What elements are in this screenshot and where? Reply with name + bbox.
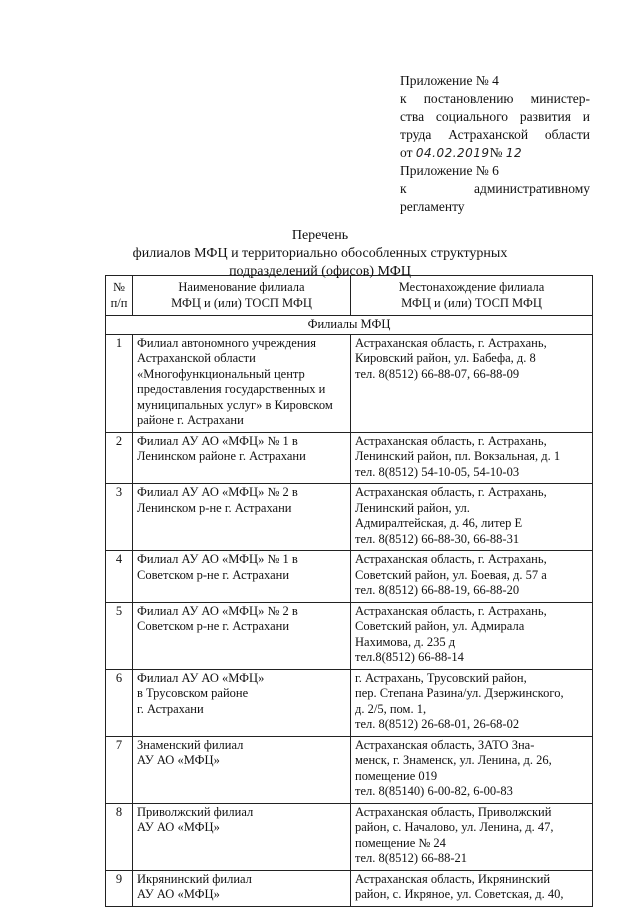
branch-name-line: г. Астрахани	[137, 701, 204, 716]
branch-name-cell	[133, 334, 351, 432]
table-row	[106, 334, 593, 432]
table-row	[106, 602, 593, 669]
branch-name-line: районе г. Астрахани	[137, 413, 244, 427]
branch-address-line: район, с. Икряное, ул. Советская, д. 40,	[355, 887, 564, 901]
row-number: 6	[106, 669, 133, 736]
appendix-line: труда Астраханской области	[400, 127, 590, 142]
branch-address-line: Ленинский район, пл. Вокзальная, д. 1	[355, 449, 561, 463]
branch-address-line: Астраханская область, г. Астрахань,	[355, 603, 547, 618]
handwritten-date: 04.02.2019	[415, 146, 490, 160]
branch-address-cell	[351, 736, 593, 803]
appendix-line: регламенту	[400, 199, 465, 214]
header-text: п/п	[110, 295, 128, 310]
branch-address-line: помещение № 24	[355, 835, 446, 850]
header-text: Местонахождение филиала	[398, 280, 545, 294]
branch-name-cell	[133, 669, 351, 736]
appendix-line: к постановлению министер-	[400, 91, 590, 106]
appendix-line	[400, 180, 590, 198]
branch-name-cell	[133, 803, 351, 870]
branch-address-line: Астраханская область, Приволжский	[355, 804, 552, 819]
document-title	[60, 227, 580, 281]
branch-address-line: тел. 8(8512) 66-88-21	[355, 851, 468, 865]
table-row	[106, 870, 593, 906]
branch-address-line: тел. 8(8512) 66-88-19, 66-88-20	[355, 583, 520, 597]
branch-name-line: Астраханской области	[137, 351, 256, 365]
row-number: 3	[106, 484, 133, 551]
title-line: Перечень	[291, 228, 349, 243]
appendix-line: ства социального развития и	[400, 109, 590, 124]
branch-address-line: Астраханская область, г. Астрахань,	[355, 335, 547, 350]
branch-address-cell	[351, 870, 593, 906]
branch-name-line: Советском р-не г. Астрахани	[137, 567, 290, 582]
branch-name-line: Приволжский филиал	[137, 804, 254, 819]
header-num	[106, 276, 133, 316]
branch-address-cell	[351, 551, 593, 603]
appendix-block	[400, 72, 590, 216]
handwritten-number: 12	[505, 146, 523, 160]
row-number: 9	[106, 870, 133, 906]
branch-name-cell	[133, 870, 351, 906]
branch-address-line: г. Астрахань, Трусовский район,	[355, 670, 527, 685]
table-row	[106, 484, 593, 551]
branch-name-line: АУ АО «МФЦ»	[137, 887, 220, 901]
header-text: №	[113, 280, 125, 294]
branch-name-line: Филиал АУ АО «МФЦ» № 1 в	[137, 552, 298, 566]
title-line: филиалов МФЦ и территориально обособленных структурных	[132, 246, 508, 261]
branch-name-line: Икрянинский филиал	[137, 871, 252, 886]
branch-name-line: Филиал АУ АО «МФЦ»	[137, 670, 265, 685]
branch-address-cell	[351, 602, 593, 669]
branch-address-cell	[351, 803, 593, 870]
appendix-word: административному	[473, 181, 590, 196]
number-label: №	[489, 145, 503, 160]
branch-address-cell	[351, 432, 593, 484]
branch-name-line: АУ АО «МФЦ»	[137, 820, 220, 834]
branch-name-cell	[133, 602, 351, 669]
section-title: Филиалы МФЦ	[106, 316, 593, 335]
branch-name-line: Ленинском районе г. Астрахани	[137, 449, 306, 463]
from-label: от	[400, 145, 413, 160]
branch-name-line: муниципальных услуг» в Кировском	[137, 397, 333, 412]
branch-name-cell	[133, 551, 351, 603]
branch-name-line: Ленинском р-не г. Астрахани	[137, 500, 292, 515]
branch-address-line: помещение 019	[355, 768, 438, 783]
branch-name-line: Филиал автономного учреждения	[137, 335, 316, 350]
branch-name-line: Советском р-не г. Астрахани	[137, 619, 290, 633]
branch-address-line: Кировский район, ул. Бабефа, д. 8	[355, 351, 536, 365]
branch-address-line: тел. 8(8512) 26-68-01, 26-68-02	[355, 717, 520, 731]
table-row	[106, 432, 593, 484]
branch-name-line: предоставления государственных и	[137, 382, 326, 396]
section-row	[106, 316, 593, 335]
branch-name-line: Филиал АУ АО «МФЦ» № 2 в	[137, 603, 298, 618]
branch-name-line: Филиал АУ АО «МФЦ» № 2 в	[137, 485, 298, 499]
table-row	[106, 736, 593, 803]
table-header-row	[106, 276, 593, 316]
branch-name-cell	[133, 432, 351, 484]
header-text: Наименование филиала	[178, 280, 305, 294]
appendix-date-line	[400, 144, 590, 162]
title-line: подразделений (офисов) МФЦ	[229, 264, 411, 279]
header-text: МФЦ и (или) ТОСП МФЦ	[401, 295, 542, 310]
appendix-subtitle: Приложение № 6	[400, 163, 499, 178]
branch-address-line: д. 2/5, пом. 1,	[355, 701, 427, 716]
branch-name-line: «Многофункциональный центр	[137, 366, 305, 381]
branch-address-line: Адмиралтейская, д. 46, литер Е	[355, 516, 523, 530]
appendix-word: к	[400, 181, 407, 196]
row-number: 7	[106, 736, 133, 803]
branch-address-cell	[351, 484, 593, 551]
branch-name-line: АУ АО «МФЦ»	[137, 753, 220, 767]
branch-address-line: тел. 8(8512) 54-10-05, 54-10-03	[355, 464, 520, 479]
branch-address-line: Астраханская область, Икрянинский	[355, 871, 551, 886]
branch-address-line: Астраханская область, г. Астрахань,	[355, 433, 547, 448]
branch-address-line: Советский район, ул. Боевая, д. 57 а	[355, 567, 547, 582]
row-number: 1	[106, 334, 133, 432]
row-number: 8	[106, 803, 133, 870]
branch-name-line: Знаменский филиал	[137, 737, 244, 752]
branch-address-line: Астраханская область, г. Астрахань,	[355, 552, 547, 566]
header-address	[351, 276, 593, 316]
branch-address-line: тел. 8(8512) 66-88-07, 66-88-09	[355, 366, 520, 381]
branches-table	[105, 275, 593, 907]
branch-address-line: район, с. Началово, ул. Ленина, д. 47,	[355, 820, 554, 834]
branch-name-cell	[133, 736, 351, 803]
branch-name-line: в Трусовском районе	[137, 686, 249, 700]
branch-address-cell	[351, 334, 593, 432]
table-row	[106, 669, 593, 736]
table-row	[106, 551, 593, 603]
branch-address-line: тел.8(8512) 66-88-14	[355, 650, 464, 664]
branch-address-line: Нахимова, д. 235 д	[355, 634, 456, 649]
branch-address-line: Астраханская область, г. Астрахань,	[355, 485, 547, 499]
branch-name-line: Филиал АУ АО «МФЦ» № 1 в	[137, 433, 298, 448]
branch-address-line: менск, г. Знаменск, ул. Ленина, д. 26,	[355, 753, 552, 767]
branch-address-cell	[351, 669, 593, 736]
branch-address-line: Астраханская область, ЗАТО Зна-	[355, 737, 535, 752]
row-number: 2	[106, 432, 133, 484]
header-text: МФЦ и (или) ТОСП МФЦ	[171, 295, 312, 310]
branch-address-line: Ленинский район, ул.	[355, 500, 470, 515]
row-number: 4	[106, 551, 133, 603]
header-name	[133, 276, 351, 316]
branch-address-line: пер. Степана Разина/ул. Дзержинского,	[355, 686, 564, 700]
table-row	[106, 803, 593, 870]
branch-name-cell	[133, 484, 351, 551]
row-number: 5	[106, 602, 133, 669]
branch-address-line: Советский район, ул. Адмирала	[355, 619, 525, 633]
appendix-title: Приложение № 4	[400, 73, 499, 88]
branch-address-line: тел. 8(85140) 6-00-82, 6-00-83	[355, 784, 513, 798]
branch-address-line: тел. 8(8512) 66-88-30, 66-88-31	[355, 531, 520, 546]
